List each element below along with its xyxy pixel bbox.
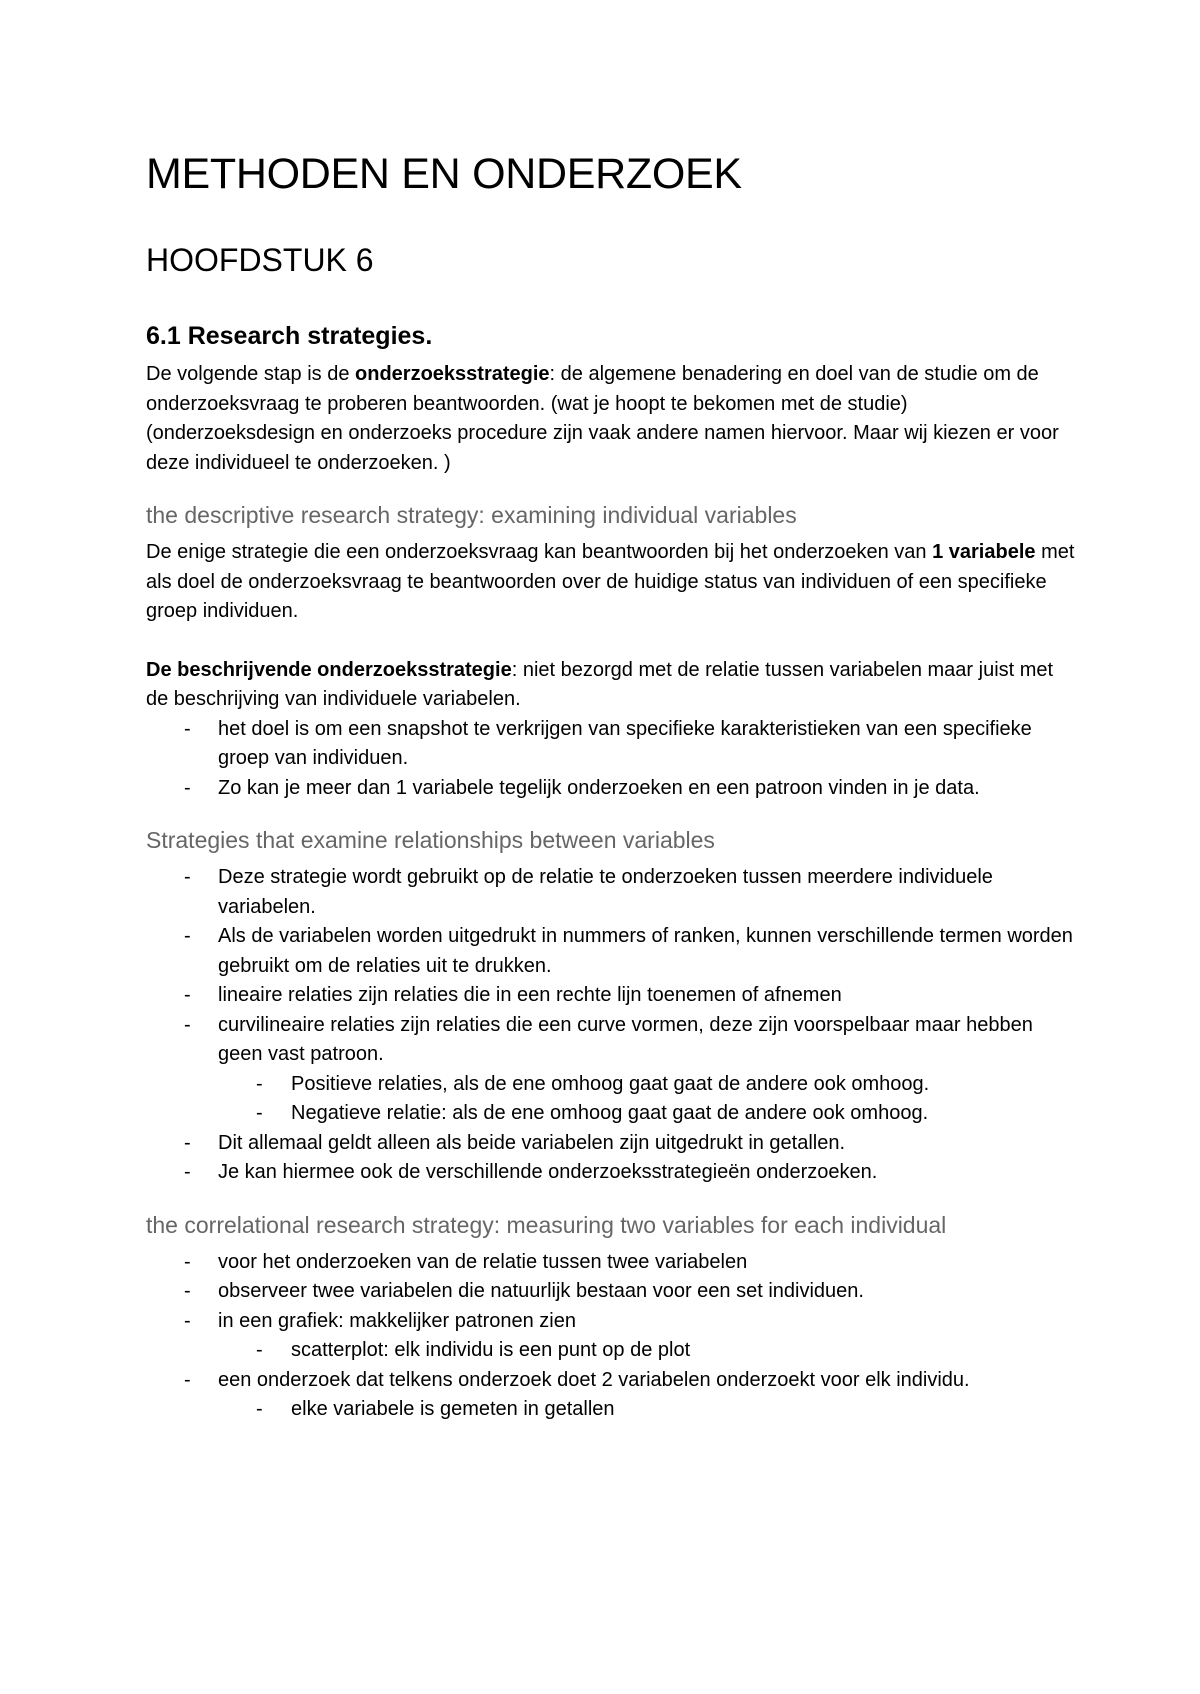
list-item: - in een grafiek: makkelijker patronen zien [146,1307,1076,1337]
intro-paragraph [146,360,1076,478]
intro-bold-term: onderzoeksstrategie [355,363,550,385]
sub-list-item: - Negatieve relatie: als de ene omhoog gaat gaat de andere ook omhoog. [146,1099,1076,1129]
descriptive-p2-text: : niet bezorgd met de relatie tussen variabelen maar juist met de beschrijving van individuele variabelen. [146,658,1054,710]
document-page [146,148,1076,1425]
correlational-heading: the correlational research strategy: measuring two variables for each individual [146,1211,947,1238]
list-item: - Deze strategie wordt gebruikt op de relatie te onderzoeken tussen meerdere individuele variabelen. [146,863,1076,922]
descriptive-p2-bold: De beschrijvende onderzoeksstrategie [146,658,512,681]
list-item: - Je kan hiermee ook de verschillende onderzoeksstrategieën onderzoeken. [146,1158,1076,1188]
descriptive-paragraph-1 [146,538,1076,627]
list-item: - Als de variabelen worden uitgedrukt in nummers of ranken, kunnen verschillende termen worden gebruikt om de relaties uit te drukken. [146,922,1076,981]
sub-list-item: - scatterplot: elk individu is een punt op de plot [146,1336,1076,1366]
relationships-heading: Strategies that examine relationships between variables [146,827,715,853]
descriptive-list [146,715,1076,804]
intro-text-2: : de algemene benadering en doel van de studie om de onderzoeksvraag te proberen beantwoorden. (wat je hoopt te bekomen met de studie) (onderzoeksdesign en onderzoeks procedure zijn vaak andere namen hiervoor. Maar wij kiezen er voor deze individueel te onderzoeken. ) [146,363,1059,474]
chapter-heading: HOOFDSTUK 6 [146,242,374,278]
list-item: - lineaire relaties zijn relaties die in een rechte lijn toenemen of afnemen [146,981,1076,1011]
intro-text-1: De volgende stap is de [146,363,356,385]
descriptive-p1-bold: 1 variabele [932,541,1036,563]
list-item: - curvilineaire relaties zijn relaties die een curve vormen, deze zijn voorspelbaar maar hebben geen vast patroon. [146,1011,1076,1070]
relationships-list [146,863,1076,1188]
sub-list-item: - elke variabele is gemeten in getallen [146,1395,1076,1425]
descriptive-heading: the descriptive research strategy: examining individual variables [146,502,797,528]
list-item: - observeer twee variabelen die natuurlijk bestaan voor een set individuen. [146,1277,1076,1307]
list-item: - het doel is om een snapshot te verkrijgen van specifieke karakteristieken van een specifieke groep van individuen. [146,715,1076,774]
list-item: - een onderzoek dat telkens onderzoek doet 2 variabelen onderzoekt voor elk individu. [146,1366,1076,1396]
sub-list-item: - Positieve relaties, als de ene omhoog gaat gaat de andere ook omhoog. [146,1070,1076,1100]
descriptive-p1-text-1: De enige strategie die een onderzoeksvraag kan beantwoorden bij het onderzoeken van [146,541,933,563]
list-item: - Zo kan je meer dan 1 variabele tegelijk onderzoeken en een patroon vinden in je data. [146,774,1076,804]
list-item: - Dit allemaal geldt alleen als beide variabelen zijn uitgedrukt in getallen. [146,1129,1076,1159]
document-title: METHODEN EN ONDERZOEK [146,150,742,198]
descriptive-p1-text-2: met als doel de onderzoeksvraag te beantwoorden over de huidige status van individuen of een specifieke groep individuen. [146,541,1075,622]
descriptive-paragraph-2 [146,656,1076,715]
correlational-list [146,1248,1076,1425]
list-item: - voor het onderzoeken van de relatie tussen twee variabelen [146,1248,1076,1278]
section-heading: 6.1 Research strategies. [146,322,433,350]
